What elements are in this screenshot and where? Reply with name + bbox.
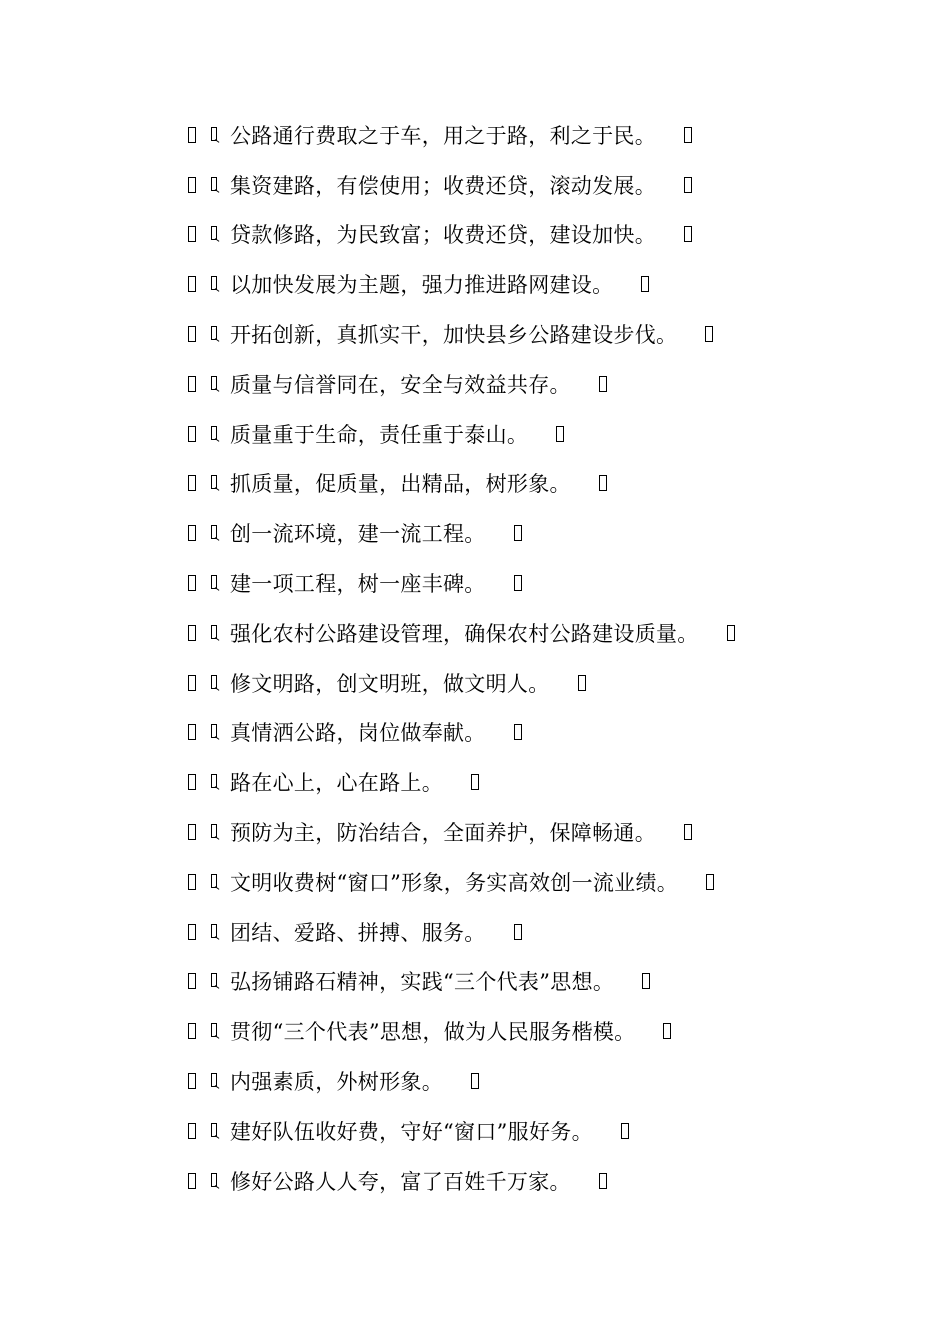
bullet-mark-icon	[210, 923, 220, 941]
missing-glyph-icon	[471, 1073, 479, 1089]
missing-glyph-icon	[188, 874, 196, 890]
missing-glyph-icon	[188, 426, 196, 442]
slogan-line	[188, 160, 828, 210]
slogan-line	[188, 857, 828, 907]
bullet-mark-icon	[210, 275, 220, 293]
missing-glyph-icon	[188, 824, 196, 840]
bullet-mark-icon	[210, 1072, 220, 1090]
missing-glyph-icon	[556, 426, 564, 442]
missing-glyph-icon	[188, 376, 196, 392]
slogan-line	[188, 907, 828, 957]
missing-glyph-icon	[514, 724, 522, 740]
slogan-text: 修好公路人人夸，富了百姓千万家。	[230, 1169, 571, 1194]
slogan-text: 建好队伍收好费，守好“窗口”服好务。	[230, 1119, 593, 1144]
missing-glyph-icon	[188, 1023, 196, 1039]
bullet-mark-icon	[210, 126, 220, 144]
bullet-mark-icon	[210, 425, 220, 443]
slogan-line	[188, 658, 828, 708]
bullet-mark-icon	[210, 1022, 220, 1040]
missing-glyph-icon	[684, 824, 692, 840]
missing-glyph-icon	[188, 326, 196, 342]
missing-glyph-icon	[188, 475, 196, 491]
slogan-text: 质量与信誉同在，安全与效益共存。	[230, 372, 571, 397]
bullet-mark-icon	[210, 574, 220, 592]
missing-glyph-icon	[188, 924, 196, 940]
slogan-line	[188, 558, 828, 608]
missing-glyph-icon	[188, 1173, 196, 1189]
bullet-mark-icon	[210, 873, 220, 891]
slogan-text: 质量重于生命，责任重于泰山。	[230, 422, 529, 447]
missing-glyph-icon	[684, 226, 692, 242]
slogan-text: 公路通行费取之于车，用之于路，利之于民。	[230, 123, 656, 148]
bullet-mark-icon	[210, 674, 220, 692]
missing-glyph-icon	[188, 276, 196, 292]
bullet-mark-icon	[210, 823, 220, 841]
bullet-mark-icon	[210, 624, 220, 642]
slogan-text: 建一项工程，树一座丰碑。	[230, 572, 486, 597]
slogan-text: 团结、爱路、拼搏、服务。	[230, 920, 486, 945]
slogan-line	[188, 359, 828, 409]
missing-glyph-icon	[188, 675, 196, 691]
missing-glyph-icon	[188, 724, 196, 740]
slogan-line	[188, 309, 828, 359]
missing-glyph-icon	[727, 625, 735, 641]
slogan-text: 集资建路，有偿使用；收费还贷，滚动发展。	[230, 173, 656, 198]
slogan-text: 贷款修路，为民致富；收费还贷，建设加快。	[230, 223, 656, 248]
bullet-mark-icon	[210, 225, 220, 243]
bullet-mark-icon	[210, 1172, 220, 1190]
missing-glyph-icon	[188, 177, 196, 193]
slogan-line	[188, 210, 828, 260]
missing-glyph-icon	[514, 575, 522, 591]
slogan-text: 预防为主，防治结合，全面养护，保障畅通。	[230, 821, 656, 846]
missing-glyph-icon	[705, 326, 713, 342]
slogan-text: 以加快发展为主题，强力推进路网建设。	[230, 273, 614, 298]
bullet-mark-icon	[210, 1122, 220, 1140]
bullet-mark-icon	[210, 325, 220, 343]
slogan-line	[188, 508, 828, 558]
slogan-line	[188, 1106, 828, 1156]
missing-glyph-icon	[599, 475, 607, 491]
missing-glyph-icon	[188, 1073, 196, 1089]
slogan-text: 强化农村公路建设管理，确保农村公路建设质量。	[230, 621, 699, 646]
slogan-line	[188, 409, 828, 459]
missing-glyph-icon	[599, 376, 607, 392]
bullet-mark-icon	[210, 176, 220, 194]
missing-glyph-icon	[706, 874, 714, 890]
missing-glyph-icon	[684, 177, 692, 193]
slogan-text: 开拓创新，真抓实干，加快县乡公路建设步伐。	[230, 323, 678, 348]
slogan-text: 弘扬铺路石精神，实践“三个代表”思想。	[230, 970, 615, 995]
slogan-text: 内强素质，外树形象。	[230, 1070, 443, 1095]
bullet-mark-icon	[210, 723, 220, 741]
missing-glyph-icon	[599, 1173, 607, 1189]
slogan-line	[188, 459, 828, 509]
slogan-list	[188, 110, 828, 1206]
bullet-mark-icon	[210, 773, 220, 791]
missing-glyph-icon	[188, 973, 196, 989]
missing-glyph-icon	[641, 276, 649, 292]
missing-glyph-icon	[621, 1123, 629, 1139]
slogan-text: 创一流环境，建一流工程。	[230, 522, 486, 547]
missing-glyph-icon	[188, 625, 196, 641]
missing-glyph-icon	[188, 1123, 196, 1139]
slogan-text: 抓质量，促质量，出精品，树形象。	[230, 472, 571, 497]
slogan-line	[188, 807, 828, 857]
bullet-mark-icon	[210, 972, 220, 990]
missing-glyph-icon	[514, 924, 522, 940]
missing-glyph-icon	[188, 226, 196, 242]
bullet-mark-icon	[210, 375, 220, 393]
missing-glyph-icon	[514, 525, 522, 541]
missing-glyph-icon	[188, 127, 196, 143]
slogan-line	[188, 1156, 828, 1206]
slogan-line	[188, 259, 828, 309]
missing-glyph-icon	[188, 575, 196, 591]
missing-glyph-icon	[188, 774, 196, 790]
slogan-text: 路在心上，心在路上。	[230, 771, 443, 796]
missing-glyph-icon	[578, 675, 586, 691]
missing-glyph-icon	[188, 525, 196, 541]
slogan-line	[188, 110, 828, 160]
slogan-line	[188, 708, 828, 758]
missing-glyph-icon	[471, 774, 479, 790]
bullet-mark-icon	[210, 524, 220, 542]
slogan-text: 修文明路，创文明班，做文明人。	[230, 671, 550, 696]
slogan-line	[188, 757, 828, 807]
slogan-text: 文明收费树“窗口”形象，务实高效创一流业绩。	[230, 870, 679, 895]
slogan-line	[188, 608, 828, 658]
slogan-text: 真情洒公路，岗位做奉献。	[230, 721, 486, 746]
missing-glyph-icon	[663, 1023, 671, 1039]
slogan-text: 贯彻“三个代表”思想，做为人民服务楷模。	[230, 1020, 636, 1045]
slogan-line	[188, 1006, 828, 1056]
missing-glyph-icon	[684, 127, 692, 143]
slogan-line	[188, 1056, 828, 1106]
slogan-line	[188, 957, 828, 1007]
bullet-mark-icon	[210, 474, 220, 492]
missing-glyph-icon	[642, 973, 650, 989]
